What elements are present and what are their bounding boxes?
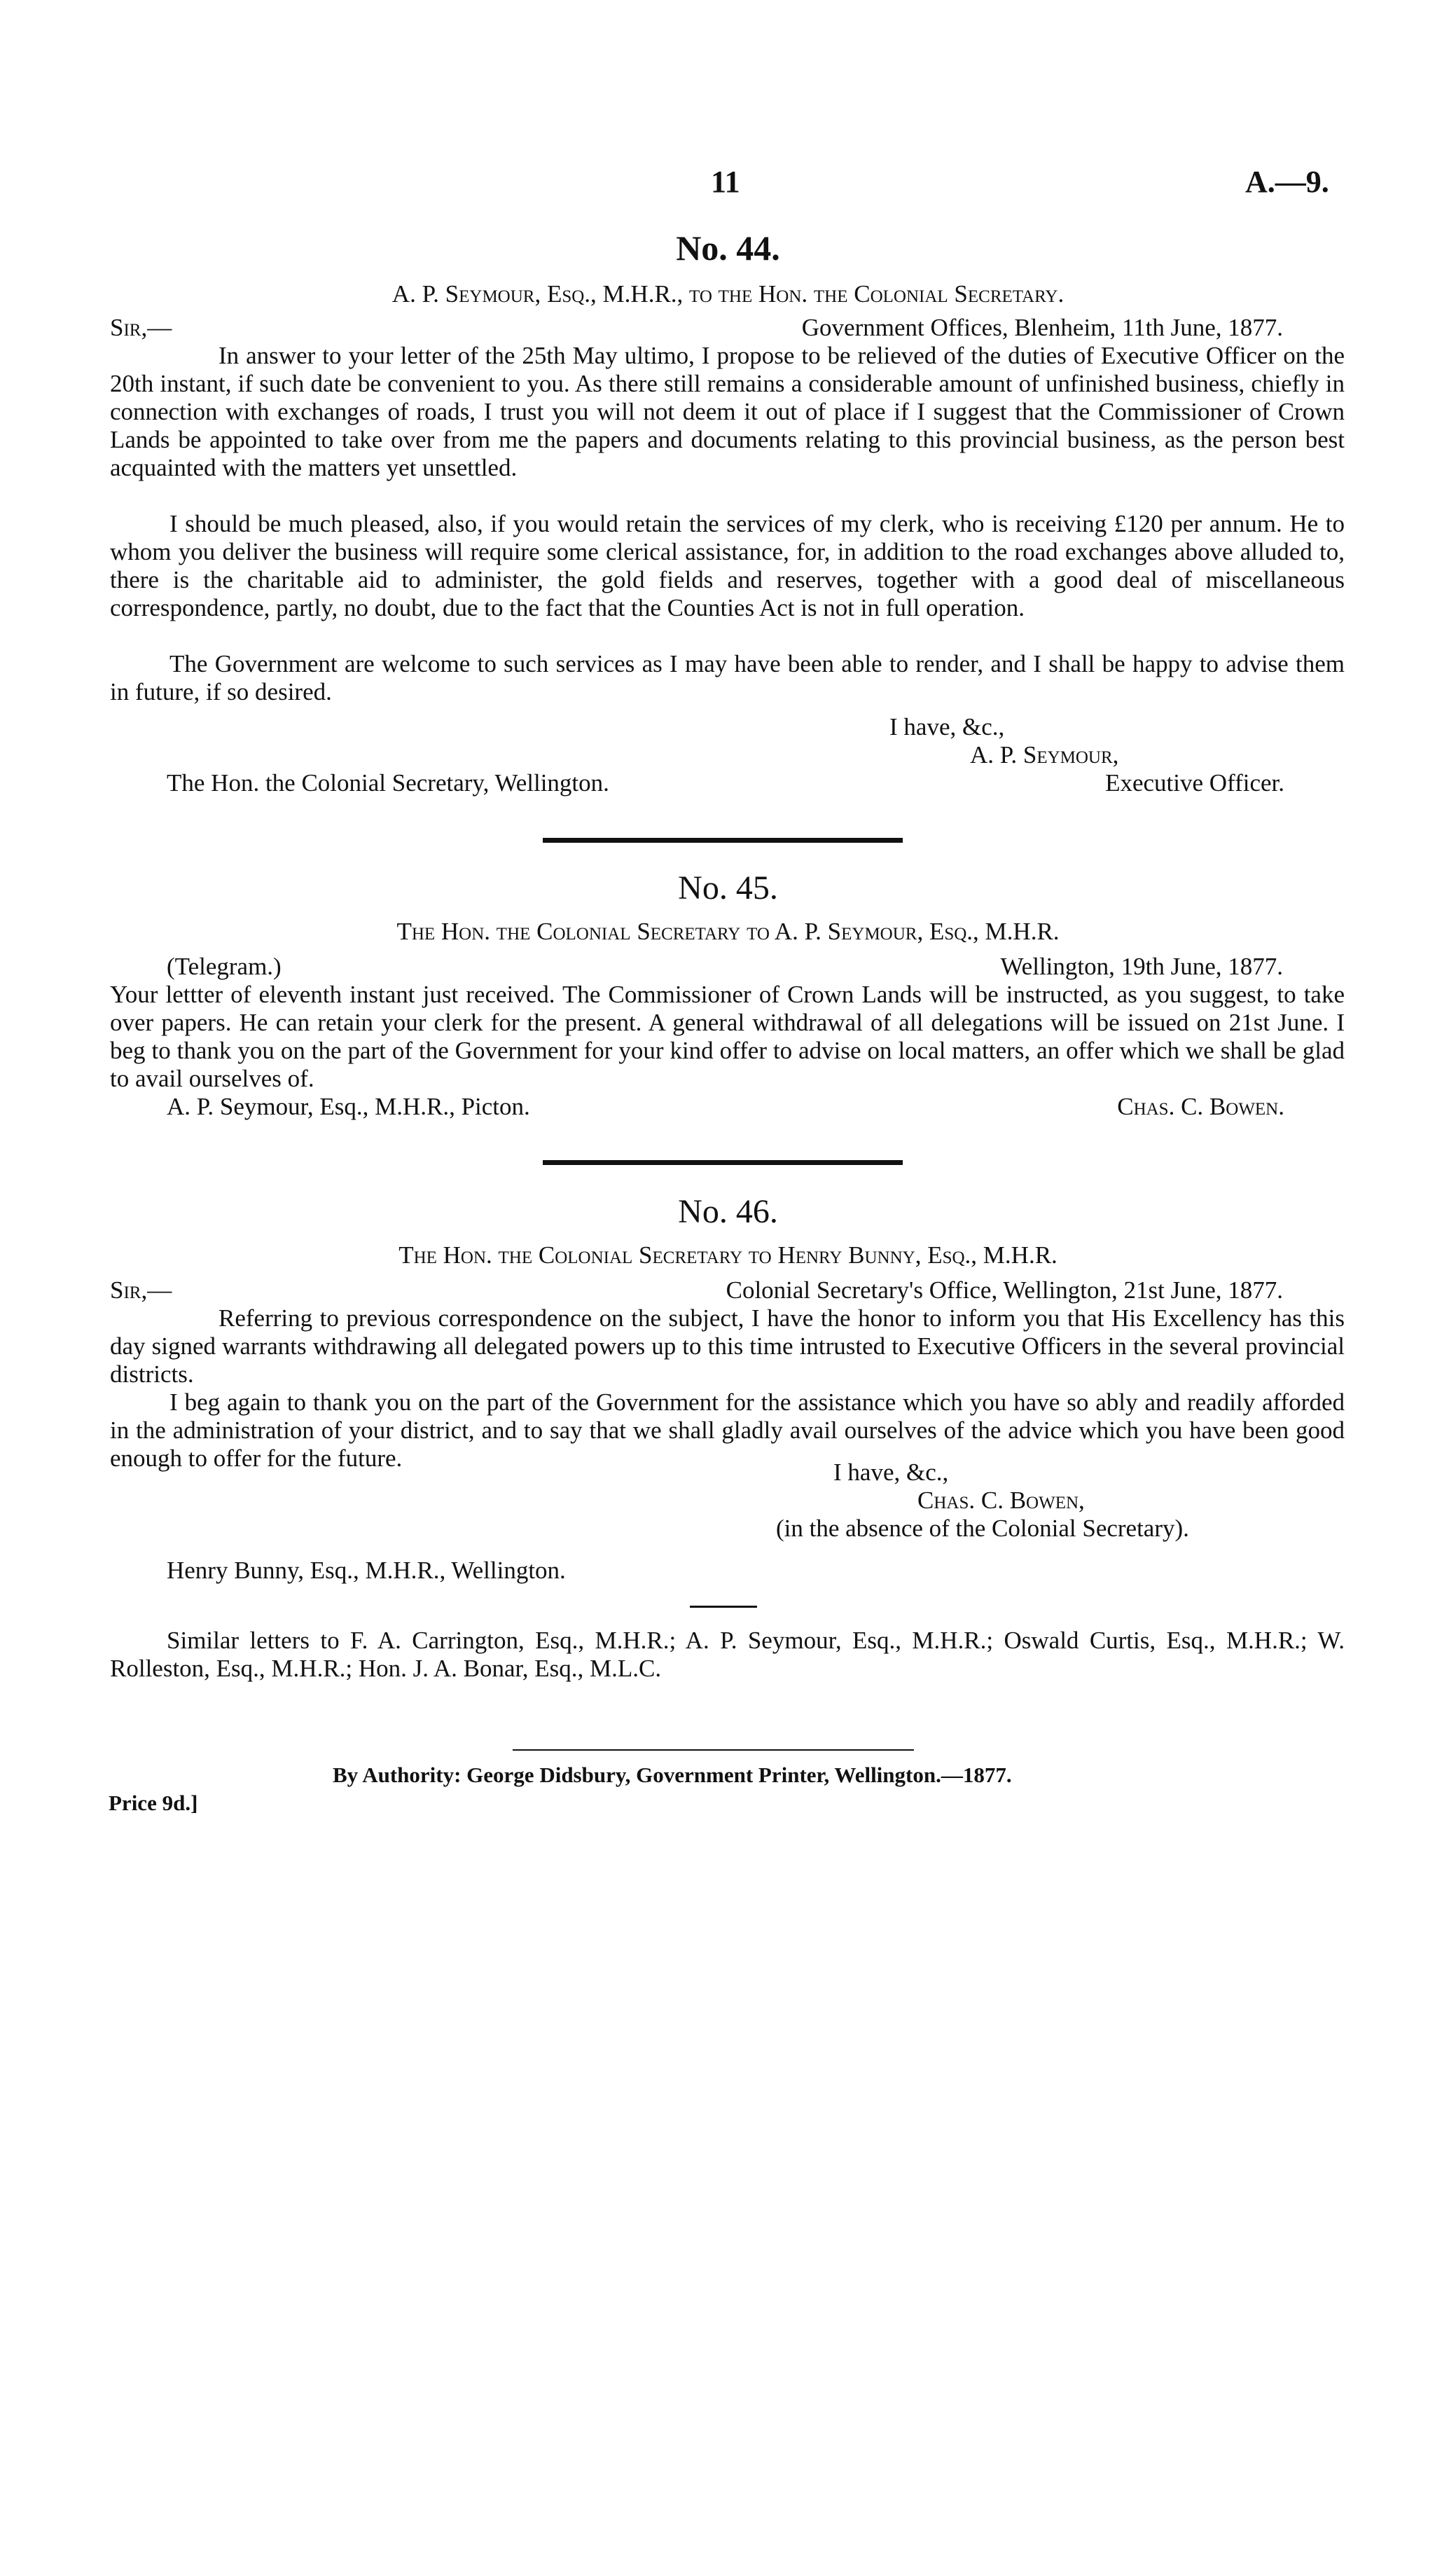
letter-46-paragraph-1: Referring to previous correspondence on the subject, I have the honor to inform you that His Excellency has this day signed warrants withdrawing all delegated powers up to this time intrusted to Executive Officers in the several provincial districts. xyxy=(110,1304,1345,1388)
report-reference: A.—9. xyxy=(1245,165,1329,199)
letter-44-closing: I have, &c., xyxy=(889,713,1005,740)
letter-45-title: The Hon. the Colonial Secretary to A. P. Seymour, Esq., M.H.R. xyxy=(396,918,1060,945)
letter-46-addressee: Henry Bunny, Esq., M.H.R., Wellington. xyxy=(167,1557,566,1584)
footer-authority: By Authority: George Didsbury, Government Printer, Wellington.—1877. xyxy=(333,1763,1012,1787)
letter-46-salutation: Sir,— xyxy=(110,1276,172,1304)
letter-44-dateline: Government Offices, Blenheim, 11th June, 1877. xyxy=(801,314,1283,341)
section-divider xyxy=(543,1160,903,1165)
letter-46-title: The Hon. the Colonial Secretary to Henry Bunny, Esq., M.H.R. xyxy=(398,1241,1058,1269)
letter-44-addressee: The Hon. the Colonial Secretary, Wellington. xyxy=(167,769,609,797)
letter-46-number: No. 46. xyxy=(678,1193,778,1230)
letter-44-paragraph-2: I should be much pleased, also, if you would retain the services of my clerk, who is receiving £120 per annum. He to whom you deliver the business will require some clerical assistance, for, in addition to the road exchanges above alluded to, there is the charitable aid to administer, the gold fields and reserves, together with a good deal of miscellaneous correspondence, partly, no doubt, due to the fact that the Counties Act is not in full operation. xyxy=(110,510,1345,621)
letter-45-body: Your lettter of eleventh instant just received. The Commissioner of Crown Lands will be instructed, as you suggest, to take over papers. He can retain your clerk for the present. A general withdrawal of all delegations will be issued on 21st June. I beg to thank you on the part of the Government for your kind offer to advise on local matters, an offer which we shall be glad to avail ourselves of. xyxy=(110,981,1345,1092)
letter-44-signature: A. P. Seymour, xyxy=(970,741,1119,769)
letter-45-number: No. 45. xyxy=(678,869,778,907)
page-number: 11 xyxy=(711,165,740,199)
footer-divider xyxy=(513,1749,914,1751)
section-divider xyxy=(543,838,903,843)
letter-46-signature: Chas. C. Bowen, xyxy=(917,1487,1085,1514)
letter-44-signature-title: Executive Officer. xyxy=(1105,769,1284,797)
letter-46-dateline: Colonial Secretary's Office, Wellington, 21st June, 1877. xyxy=(726,1276,1283,1304)
letter-44-title: A. P. Seymour, Esq., M.H.R., to the Hon. the Colonial Secretary. xyxy=(391,280,1065,308)
letter-45-telegram-label: (Telegram.) xyxy=(167,953,282,980)
footer-price: Price 9d.] xyxy=(109,1791,198,1815)
letter-45-addressee: A. P. Seymour, Esq., M.H.R., Picton. xyxy=(167,1093,530,1120)
letter-44-paragraph-1: In answer to your letter of the 25th May ultimo, I propose to be relieved of the duties of Executive Officer on the 20th instant, if such date be convenient to you. As there still remains a considerable amount of unfinished business, chiefly in connection with exchanges of roads, I trust you will not deem it out of place if I suggest that the Commissioner of Crown Lands be appointed to take over from me the papers and documents relating to this provincial business, as the person best acquainted with the matters yet unsettled. xyxy=(110,342,1345,481)
short-divider xyxy=(690,1606,757,1608)
letter-46-signature-note: (in the absence of the Colonial Secretary). xyxy=(776,1515,1189,1542)
letter-45-dateline: Wellington, 19th June, 1877. xyxy=(1000,953,1283,980)
letter-45-signature: Chas. C. Bowen. xyxy=(1117,1093,1284,1120)
letter-44-salutation: Sir,— xyxy=(110,314,172,341)
letter-44-number: No. 44. xyxy=(676,228,780,268)
letter-46-similar-letters: Similar letters to F. A. Carrington, Esq., M.H.R.; A. P. Seymour, Esq., M.H.R.; Oswald Curtis, Esq., M.H.R.; W. Rolleston, Esq., M.H.R.; Hon. J. A. Bonar, Esq., M.L.C. xyxy=(110,1627,1345,1682)
letter-46-paragraph-2: I beg again to thank you on the part of the Government for the assistance which you have so ably and readily afforded in the administration of your district, and to say that we shall gladly avail ourselves of the advice which you have been good enough to offer for the future. xyxy=(110,1388,1345,1472)
letter-44-paragraph-3: The Government are welcome to such services as I may have been able to render, and I shall be happy to advise them in future, if so desired. xyxy=(110,650,1345,705)
letter-46-closing: I have, &c., xyxy=(833,1459,949,1486)
